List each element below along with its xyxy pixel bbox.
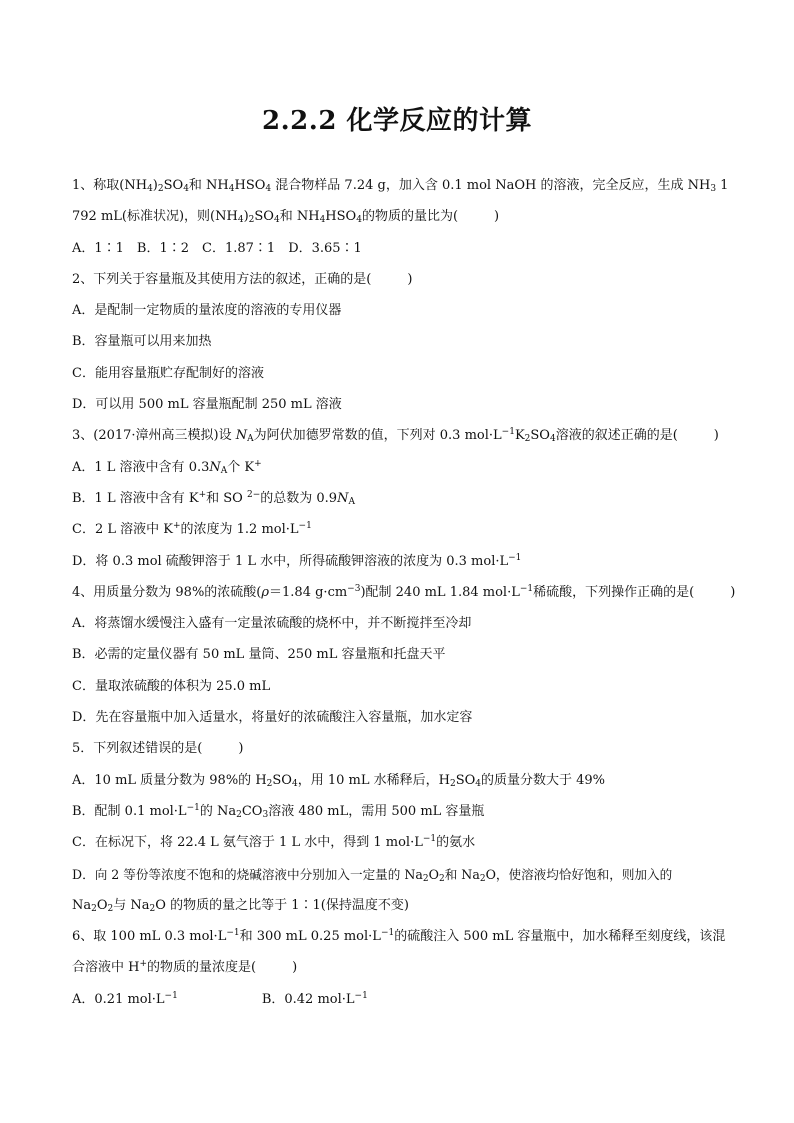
question-6-option-b: B．0.42 $mol\cdot L^{-1}$: [261, 990, 368, 1007]
question-1-stem-line2: 792 mL(标准状况)，则$(NH_4)_2SO_4$和 $NH_4HSO_4$的物质的量比为( ): [72, 209, 500, 226]
question-3-option-c: C．2 L 溶液中 K+的浓度为 1.2 $mol\cdot L^{-1}$: [72, 521, 312, 538]
question-5-option-c: C．在标况下，将 22.4 L 氨气溶于 1 L 水中，得到 1 $mol\cdot L^{-1}$的氨水: [72, 834, 476, 851]
question-3-option-d: D．将 0.3 mol 硫酸钾溶于 1 L 水中，所得硫酸钾溶液的浓度为 0.3 $mol\cdot L^{-1}$: [72, 552, 522, 569]
question-4-option-b: B．必需的定量仪器有 50 mL 量筒、250 mL 容量瓶和托盘天平: [72, 647, 446, 663]
question-5-option-d-line2: $Na_2O_2$与 $Na_2O$ 的物质的量之比等于 1∶1(保持温度不变): [72, 897, 409, 914]
question-2-option-a: A．是配制一定物质的量浓度的溶液的专用仪器: [72, 303, 342, 319]
question-2-stem: 2、下列关于容量瓶及其使用方法的叙述，正确的是( ): [72, 271, 413, 287]
question-4-option-c: C．量取浓硫酸的体积为 25.0 mL: [72, 678, 271, 694]
question-5-option-d: D．向 2 等份等浓度不饱和的烧碱溶液中分别加入一定量的 $Na_2O_2$和 $Na_2O$，使溶液均恰好饱和，则加入的: [72, 866, 673, 884]
question-3-option-a: A．1 L 溶液中含有 $0.3N_A$个 K+: [72, 458, 262, 476]
question-5-option-a: A．10 mL 质量分数为 98%的 $H_2SO_4$，用 10 mL 水稀释后，$H_2SO_4$的质量分数大于 49%: [72, 772, 606, 789]
question-1-stem: 1、称取$(NH_4)_2SO_4$和 $NH_4HSO_4$ 混合物样品 7.24 g，加入含 0.1 mol NaOH 的溶液，完全反应，生成 $NH_3$ 1: [72, 178, 729, 194]
question-5-option-b: B．配制 0.1 $mol\cdot L^{-1}$的 $Na_2CO_3$溶液 480 mL，需用 500 mL 容量瓶: [72, 802, 485, 820]
question-list: [72, 176, 736, 1021]
question-3-stem: 3、(2017·漳州高三模拟)设 $N_A$为阿伏加德罗常数的值，下列对 0.3 $mol\cdot L^{-1}K_2SO_4$溶液的叙述正确的是( ): [72, 427, 719, 445]
question-6-stem-line2: 合溶液中 H+的物质的量浓度是( ): [72, 959, 298, 976]
question-6-option-a: A．0.21 $mol\cdot L^{-1}$: [72, 990, 178, 1007]
question-4-stem: 4、用质量分数为 98%的浓硫酸(ρ＝1.84 $g\cdot cm^{-3}$)配制 240 mL 1.84 $mol\cdot L^{-1}$稀硫酸，下列操作正确的是( ): [72, 583, 736, 600]
question-4-option-a: A．将蒸馏水缓慢注入盛有一定量浓硫酸的烧杯中，并不断搅拌至冷却: [72, 616, 472, 632]
question-2-option-d: D．可以用 500 mL 容量瓶配制 250 mL 溶液: [72, 397, 342, 413]
question-1-options: A．1∶1 B．1∶2 C．1.87∶1 D．3.65∶1: [72, 240, 362, 256]
question-6-stem: 6、取 100 mL 0.3 $mol\cdot L^{-1}$和 300 mL 0.25 $mol\cdot L^{-1}$的硫酸注入 500 mL 容量瓶中，加水稀释至刻度线，该混: [72, 928, 726, 945]
question-4-option-d: D．先在容量瓶中加入适量水，将量好的浓硫酸注入容量瓶，加水定容: [72, 710, 473, 726]
question-3-option-b: B．1 L 溶液中含有 K+和 SO $^{2-}$的总数为 $0.9N_A$: [72, 489, 355, 507]
question-5-stem: 5．下列叙述错误的是( ): [72, 741, 244, 757]
page-title: 2.2.2 化学反应的计算: [262, 106, 532, 136]
question-6-options: [72, 990, 722, 1010]
question-2-option-b: B．容量瓶可以用来加热: [72, 334, 212, 350]
question-2-option-c: C．能用容量瓶贮存配制好的溶液: [72, 365, 264, 381]
